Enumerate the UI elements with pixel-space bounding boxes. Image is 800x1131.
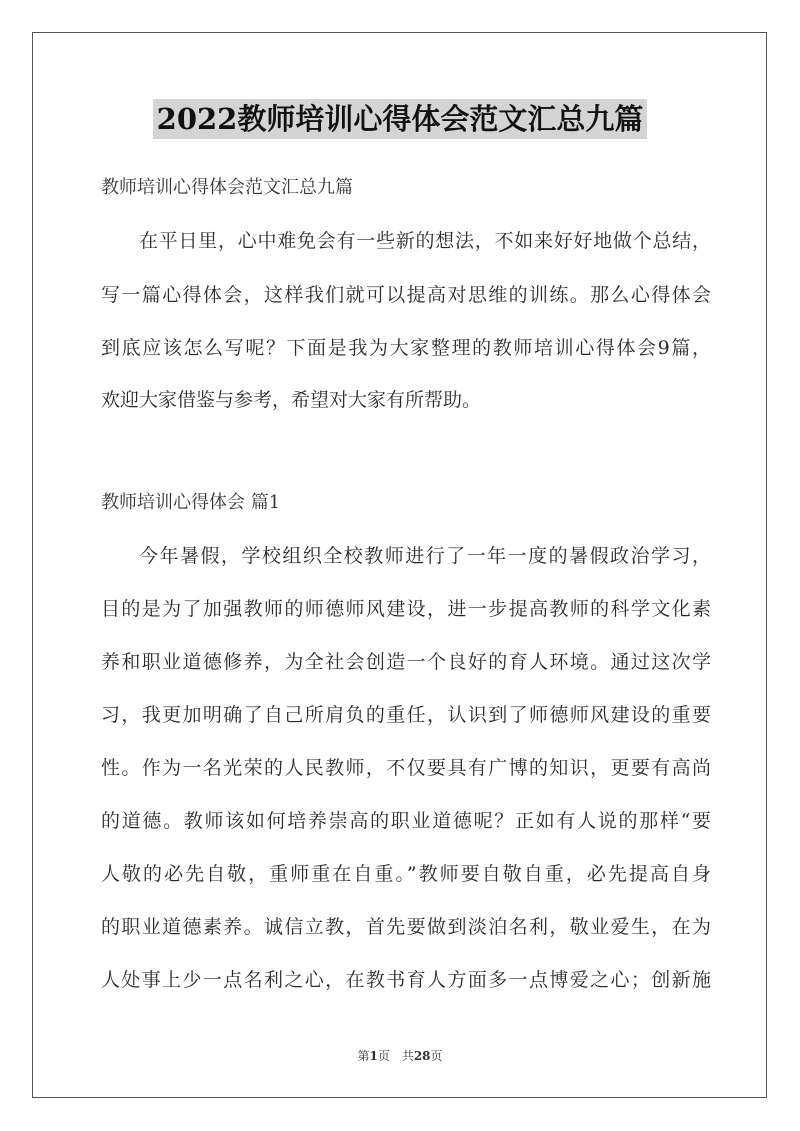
- footer-suffix: 页: [430, 1049, 443, 1063]
- document-subtitle: 教师培训心得体会范文汇总九篇: [101, 177, 353, 198]
- body-line: 的职业道德素养。诚信立教，首先要做到淡泊名利，敬业爱生，在为: [101, 916, 711, 938]
- intro-line: 在平日里，心中难免会有一些新的想法，不如来好好地做个总结，: [139, 230, 711, 252]
- body-line: 性。作为一名光荣的人民教师，不仅要具有广博的知识，更要有高尚: [101, 757, 711, 779]
- body-line: 的道德。教师该如何培养崇高的职业道德呢？正如有人说的那样“要: [101, 810, 711, 832]
- footer-mid: 页 共: [377, 1049, 414, 1063]
- intro-line: 欢迎大家借鉴与参考，希望对大家有所帮助。: [101, 389, 482, 411]
- intro-line: 到底应该怎么写呢？下面是我为大家整理的教师培训心得体会9篇，: [101, 337, 711, 359]
- body-line: 习，我更加明确了自己所肩负的重任，认识到了师德师风建设的重要: [101, 704, 711, 726]
- footer-prefix: 第: [357, 1049, 370, 1063]
- body-line: 养和职业道德修养，为全社会创造一个良好的育人环境。通过这次学: [101, 651, 711, 673]
- page-footer: [0, 1047, 800, 1064]
- intro-line: 写一篇心得体会，这样我们就可以提高对思维的训练。那么心得体会: [101, 284, 711, 306]
- document-title: [0, 99, 800, 139]
- body-line: 人处事上少一点名利之心，在教书育人方面多一点博爱之心；创新施: [101, 969, 711, 991]
- document-title-text: 2022教师培训心得体会范文汇总九篇: [153, 99, 648, 139]
- body-line: 人敬的必先自敬，重师重在自重。”教师要自敬自重，必先提高自身: [101, 863, 711, 885]
- section-heading: 教师培训心得体会 篇1: [101, 492, 281, 513]
- body-line: 目的是为了加强教师的师德师风建设，进一步提高教师的科学文化素: [101, 598, 711, 620]
- footer-total-pages: 28: [413, 1049, 431, 1063]
- footer-current-page: 1: [369, 1049, 378, 1063]
- body-line: 今年暑假，学校组织全校教师进行了一年一度的暑假政治学习，: [139, 545, 711, 567]
